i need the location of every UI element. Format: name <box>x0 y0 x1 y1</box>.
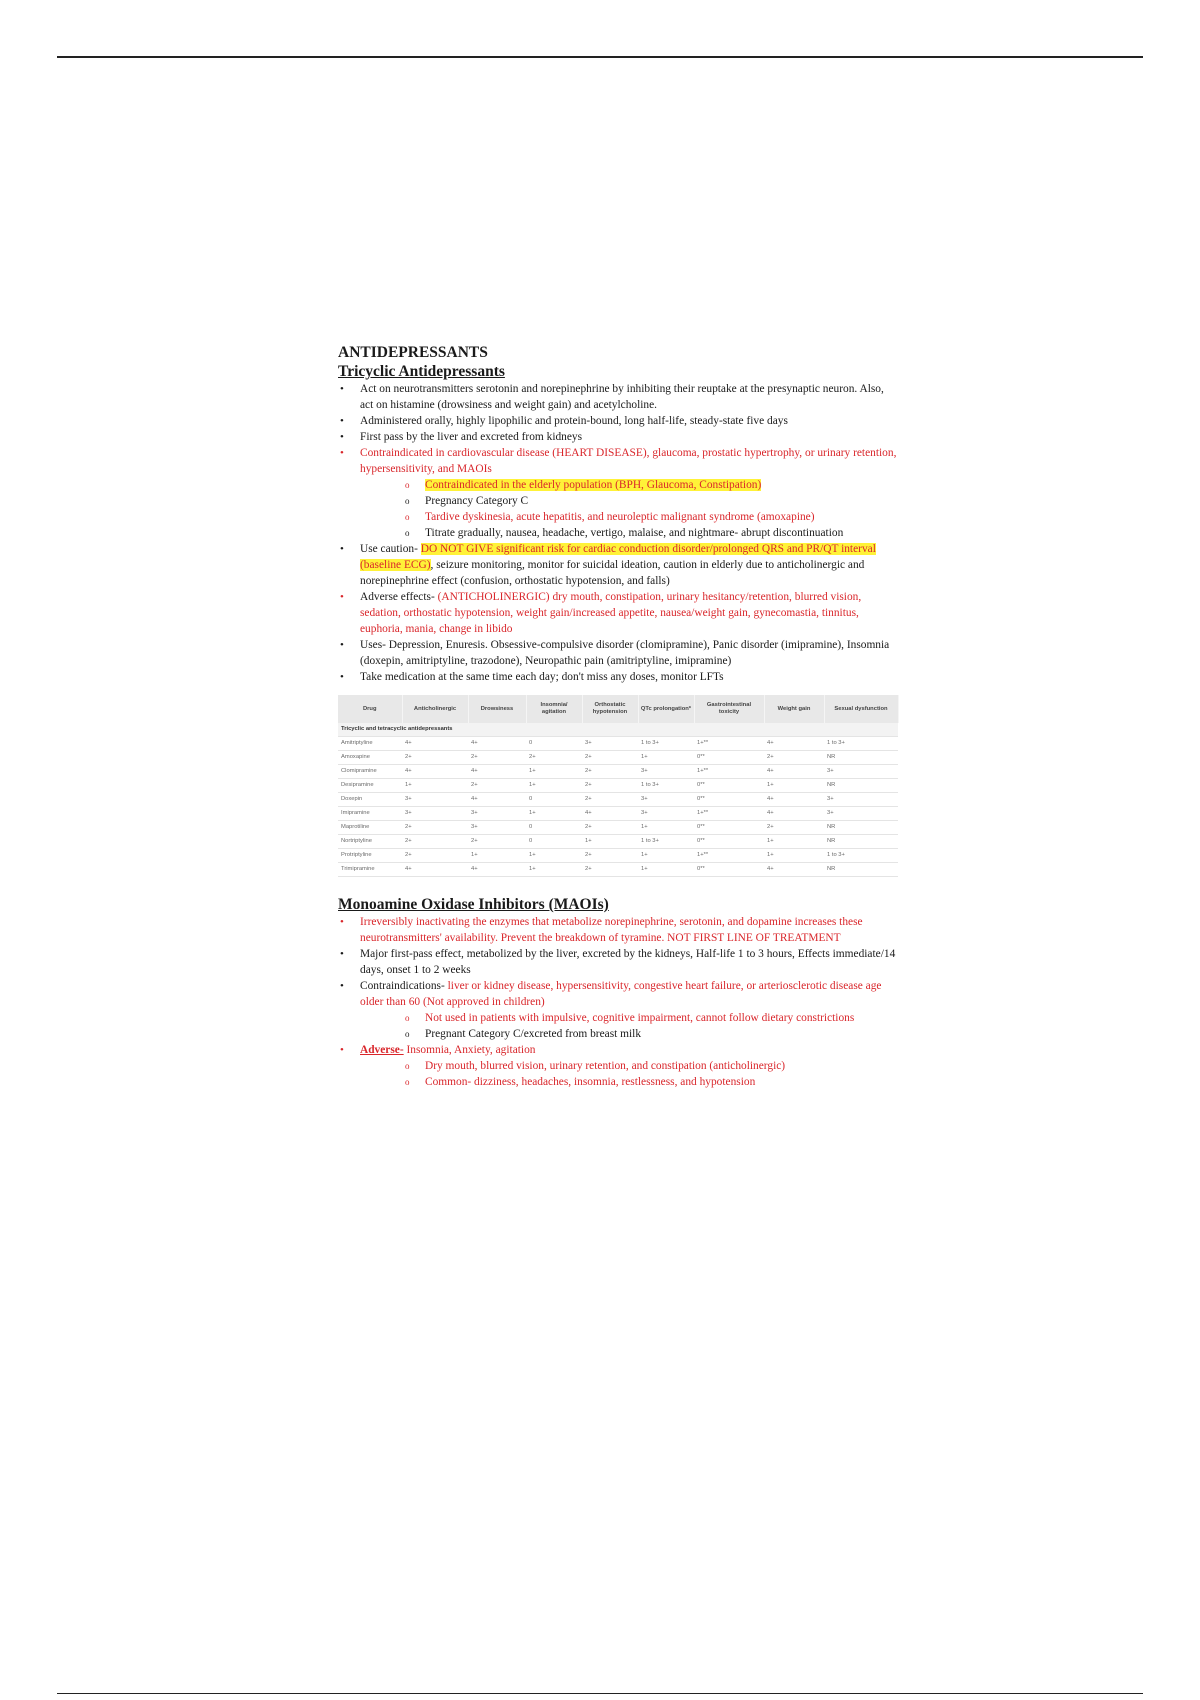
tca-bullet-list <box>338 381 898 685</box>
table-cell: 1+ <box>638 863 694 877</box>
table-cell: 2+ <box>402 751 468 765</box>
section-heading-tca: Tricyclic Antidepressants <box>338 363 505 380</box>
table-cell: NR <box>824 863 898 877</box>
table-cell: 1+** <box>694 807 764 821</box>
table-cell: 1 to 3+ <box>638 779 694 793</box>
table-cell: 0** <box>694 779 764 793</box>
table-cell: Doxepin <box>338 793 402 807</box>
table-cell: 1+ <box>764 835 824 849</box>
table-cell: 1+ <box>526 849 582 863</box>
sub-list-item <box>360 477 898 493</box>
table-row <box>338 765 898 779</box>
table-cell: 2+ <box>468 835 526 849</box>
table-cell: 3+ <box>468 821 526 835</box>
table-cell: Maprotiline <box>338 821 402 835</box>
table-cell: 2+ <box>582 793 638 807</box>
list-item: • Uses- Depression, Enuresis. Obsessive-compulsive disorder (clomipramine), Panic disorder (imipramine), Insomnia (doxepin, amitriptyline, trazodone), Neuropathic pain (amitriptyline, imipramine) <box>338 637 898 669</box>
table-cell: 4+ <box>468 737 526 751</box>
page-title: ANTIDEPRESSANTS <box>338 344 488 361</box>
table-cell: 2+ <box>468 751 526 765</box>
document-content <box>338 343 898 1090</box>
table-cell: 2+ <box>582 821 638 835</box>
section-heading-maoi: Monoamine Oxidase Inhibitors (MAOIs) <box>338 896 609 913</box>
table-cell: 2+ <box>468 779 526 793</box>
table-cell: 4+ <box>582 807 638 821</box>
table-cell: 4+ <box>764 793 824 807</box>
text: Insomnia, Anxiety, agitation <box>406 1044 536 1056</box>
table-cell: 1+** <box>694 849 764 863</box>
table-row <box>338 751 898 765</box>
table-cell: 4+ <box>764 863 824 877</box>
list-item <box>338 445 898 541</box>
table-cell: 3+ <box>402 793 468 807</box>
text: (ANTICHOLINERGIC) dry mouth, constipation, urinary hesitancy/retention, blurred vision, sedation, orthostatic hypotension, weight gain/increased appetite, nausea/weight gain, gynecomastia, tinnitus, euphoria, mania, change in libido <box>360 591 862 635</box>
list-item: • Act on neurotransmitters serotonin and norepinephrine by inhibiting their reuptake at the presynaptic neuron. Also, act on histamine (drowsiness and weight gain) and acetylcholine. <box>338 381 898 413</box>
bottom-rule <box>57 1693 1143 1694</box>
table-cell: 1 to 3+ <box>824 849 898 863</box>
table-cell: 3+ <box>824 793 898 807</box>
table-cell: 3+ <box>582 737 638 751</box>
list-item: • Major first-pass effect, metabolized by the liver, excreted by the kidneys, Half-life 1 to 3 hours, Effects immediate/14 days, onset 1 to 2 weeks <box>338 946 898 978</box>
table-header-cell: Insomnia/ agitation <box>526 695 582 723</box>
table-cell: 3+ <box>638 793 694 807</box>
label: Adverse effects- <box>360 591 435 603</box>
table-cell: 0 <box>526 821 582 835</box>
table-row <box>338 863 898 877</box>
label: Adverse- <box>360 1044 404 1056</box>
table-group-row <box>338 723 898 737</box>
table-cell: 0** <box>694 821 764 835</box>
table-cell: 1+ <box>402 779 468 793</box>
table-header-cell: Gastrointestinal toxicity <box>694 695 764 723</box>
table-cell: NR <box>824 835 898 849</box>
table-cell: 4+ <box>764 765 824 779</box>
table-cell: 2+ <box>764 751 824 765</box>
table-cell: NR <box>824 751 898 765</box>
table-row <box>338 807 898 821</box>
list-item <box>338 541 898 589</box>
top-rule <box>57 56 1143 58</box>
side-effects-table <box>338 695 898 877</box>
table-cell: NR <box>824 779 898 793</box>
sub-list-item: o Not used in patients with impulsive, cognitive impairment, cannot follow dietary constrictions <box>360 1010 898 1026</box>
table-cell: 1+ <box>526 807 582 821</box>
table-cell: 1+ <box>764 779 824 793</box>
table-cell: 2+ <box>764 821 824 835</box>
table-cell: 3+ <box>402 807 468 821</box>
table-cell: 2+ <box>582 765 638 779</box>
table-cell: 3+ <box>638 765 694 779</box>
data-table <box>338 695 899 877</box>
table-cell: 0** <box>694 751 764 765</box>
table-cell: 2+ <box>402 849 468 863</box>
table-group-label: Tricyclic and tetracyclic antidepressants <box>338 723 898 737</box>
table-cell: 4+ <box>402 737 468 751</box>
table-header-cell: Weight gain <box>764 695 824 723</box>
list-item <box>338 589 898 637</box>
table-cell: 0** <box>694 835 764 849</box>
table-cell: Nortriptyline <box>338 835 402 849</box>
table-cell: 1 to 3+ <box>638 835 694 849</box>
table-header-cell: Anticholinergic <box>402 695 468 723</box>
table-row <box>338 793 898 807</box>
list-item: • Take medication at the same time each day; don't miss any doses, monitor LFTs <box>338 669 898 685</box>
table-cell: 1+** <box>694 737 764 751</box>
table-header-cell: Sexual dysfunction <box>824 695 898 723</box>
table-cell: 0 <box>526 793 582 807</box>
table-row <box>338 779 898 793</box>
table-cell: 2+ <box>526 751 582 765</box>
table-cell: 0** <box>694 863 764 877</box>
table-cell: 2+ <box>582 751 638 765</box>
table-cell: 4+ <box>764 737 824 751</box>
table-cell: Imipramine <box>338 807 402 821</box>
table-cell: 3+ <box>824 807 898 821</box>
table-cell: 1+** <box>694 765 764 779</box>
sub-list-item: o Dry mouth, blurred vision, urinary retention, and constipation (anticholinergic) <box>360 1058 898 1074</box>
sub-list-item: o Tardive dyskinesia, acute hepatitis, and neuroleptic malignant syndrome (amoxapine) <box>360 509 898 525</box>
table-cell: Desipramine <box>338 779 402 793</box>
table-cell: 1+ <box>638 751 694 765</box>
list-item <box>338 1042 898 1090</box>
table-cell: 2+ <box>402 835 468 849</box>
table-cell: 3+ <box>638 807 694 821</box>
table-cell: 1+ <box>526 779 582 793</box>
table-cell: Trimipramine <box>338 863 402 877</box>
table-cell: 4+ <box>468 863 526 877</box>
table-cell: 2+ <box>582 849 638 863</box>
list-item: • Administered orally, highly lipophilic and protein-bound, long half-life, steady-state five days <box>338 413 898 429</box>
table-cell: 1 to 3+ <box>824 737 898 751</box>
table-cell: 1+ <box>468 849 526 863</box>
table-cell: 2+ <box>582 779 638 793</box>
table-cell: 1 to 3+ <box>638 737 694 751</box>
table-body <box>338 723 898 877</box>
table-header-cell: Drug <box>338 695 402 723</box>
table-cell: 1+ <box>582 835 638 849</box>
list-item: • Irreversibly inactivating the enzymes that metabolize norepinephrine, serotonin, and dopamine increases these neurotransmitters' availability. Prevent the breakdown of tyramine. NOT FIRST LINE OF TREATMENT <box>338 914 898 946</box>
table-row <box>338 821 898 835</box>
table-cell: Amoxapine <box>338 751 402 765</box>
list-item <box>338 978 898 1042</box>
table-cell: 1+ <box>526 863 582 877</box>
table-cell: 2+ <box>582 863 638 877</box>
table-cell: 0** <box>694 793 764 807</box>
table-header-row <box>338 695 898 723</box>
table-cell: 1+ <box>638 849 694 863</box>
table-cell: 3+ <box>824 765 898 779</box>
sub-list <box>360 1058 898 1090</box>
table-cell: Clomipramine <box>338 765 402 779</box>
table-header-cell: Orthostatic hypotension <box>582 695 638 723</box>
list-item: • First pass by the liver and excreted from kidneys <box>338 429 898 445</box>
label: Contraindications- <box>360 980 445 992</box>
table-header-cell: Drowsiness <box>468 695 526 723</box>
highlight: Contraindicated in the elderly population (BPH, Glaucoma, Constipation) <box>425 479 762 491</box>
sub-list-item: o Pregnancy Category C <box>360 493 898 509</box>
sub-list-item: o Common- dizziness, headaches, insomnia, restlessness, and hypotension <box>360 1074 898 1090</box>
sub-list <box>360 1010 898 1042</box>
table-cell: NR <box>824 821 898 835</box>
contraindication-text: Contraindicated in cardiovascular disease (HEART DISEASE), glaucoma, prostatic hypertrophy, or urinary retention, hypersensitivity, and MAOIs <box>360 447 897 475</box>
table-row <box>338 849 898 863</box>
sub-list <box>360 477 898 541</box>
table-cell: 0 <box>526 737 582 751</box>
table-cell: 2+ <box>402 821 468 835</box>
table-cell: 1+ <box>526 765 582 779</box>
table-header-cell: QTc prolongation* <box>638 695 694 723</box>
table-cell: 4+ <box>402 765 468 779</box>
text: liver or kidney disease, hypersensitivity, congestive heart failure, or arteriosclerotic disease age older than 60 (Not approved in children) <box>360 980 882 1008</box>
table-row <box>338 835 898 849</box>
sub-list-item: o Pregnant Category C/excreted from breast milk <box>360 1026 898 1042</box>
table-cell: 0 <box>526 835 582 849</box>
table-row <box>338 737 898 751</box>
table-cell: Amitriptyline <box>338 737 402 751</box>
table-cell: 4+ <box>468 765 526 779</box>
sub-list-item: o Titrate gradually, nausea, headache, vertigo, malaise, and nightmare- abrupt discontinuation <box>360 525 898 541</box>
table-cell: 1+ <box>764 849 824 863</box>
text: , seizure monitoring, monitor for suicidal ideation, caution in elderly due to anticholinergic and norepinephrine effect (confusion, orthostatic hypotension, and falls) <box>360 559 865 587</box>
table-cell: 1+ <box>638 821 694 835</box>
label: Use caution- <box>360 543 418 555</box>
maoi-bullet-list <box>338 914 898 1090</box>
table-cell: 3+ <box>468 807 526 821</box>
table-cell: Protriptyline <box>338 849 402 863</box>
table-cell: 4+ <box>402 863 468 877</box>
table-cell: 4+ <box>468 793 526 807</box>
table-cell: 4+ <box>764 807 824 821</box>
highlight: DO NOT GIVE significant risk for cardiac conduction disorder/prolonged QRS and PR/QT interval (baseline ECG) <box>360 543 876 571</box>
